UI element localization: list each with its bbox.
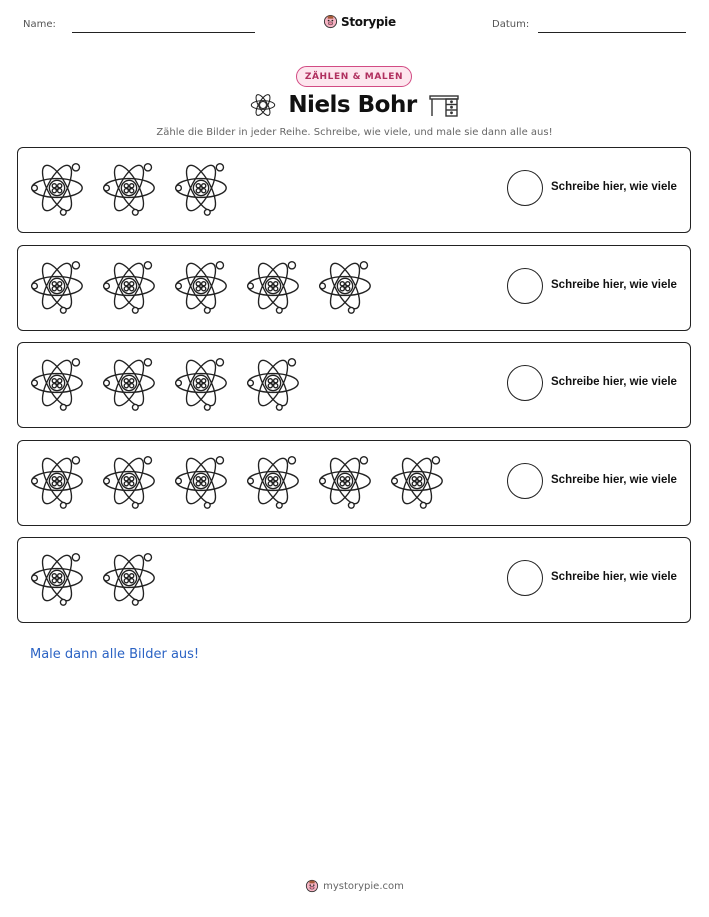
pig-mascot-icon (323, 14, 338, 29)
date-line[interactable] (538, 32, 686, 33)
counting-row-5 (17, 537, 691, 623)
atom-icon (174, 355, 228, 411)
atom-icon (390, 453, 444, 509)
instruction-text: Zähle die Bilder in jeder Reihe. Schreibe, wie viele, und male sie dann alle aus! (156, 127, 553, 138)
desk-icon (429, 93, 459, 117)
page-title: Niels Bohr (288, 92, 417, 118)
title-row (0, 92, 709, 118)
counting-row-3 (17, 342, 691, 428)
answer-label: Schreibe hier, wie viele (551, 181, 677, 193)
atom-icon (246, 355, 300, 411)
atom-icon (174, 258, 228, 314)
answer-circle[interactable] (507, 560, 543, 596)
atom-icon (30, 160, 84, 216)
category-badge: ZÄHLEN & MALEN (296, 66, 412, 87)
atom-icon (174, 453, 228, 509)
answer-label: Schreibe hier, wie viele (551, 279, 677, 291)
atom-group (30, 258, 372, 314)
counting-row-1 (17, 147, 691, 233)
atom-icon (246, 258, 300, 314)
atom-group (30, 355, 300, 411)
atom-icon (102, 550, 156, 606)
atom-icon (30, 453, 84, 509)
footer (0, 879, 709, 893)
answer-circle[interactable] (507, 463, 543, 499)
answer-label: Schreibe hier, wie viele (551, 571, 677, 583)
atom-icon (102, 453, 156, 509)
color-instruction: Male dann alle Bilder aus! (30, 647, 200, 662)
counting-row-4 (17, 440, 691, 526)
atom-icon (318, 258, 372, 314)
atom-group (30, 550, 156, 606)
name-line[interactable] (72, 32, 255, 33)
atom-icon (102, 160, 156, 216)
brand-logo (323, 14, 396, 29)
atom-group (30, 453, 444, 509)
answer-label: Schreibe hier, wie viele (551, 376, 677, 388)
atom-icon (30, 550, 84, 606)
answer-label: Schreibe hier, wie viele (551, 474, 677, 486)
brand-name: Storypie (341, 14, 396, 29)
atom-icon (102, 355, 156, 411)
atom-group (30, 160, 228, 216)
atom-icon (30, 258, 84, 314)
answer-circle[interactable] (507, 170, 543, 206)
counting-row-2 (17, 245, 691, 331)
name-label: Name: (23, 19, 56, 30)
atom-icon (318, 453, 372, 509)
atom-icon (250, 92, 276, 118)
pig-mascot-icon (305, 879, 319, 893)
atom-icon (30, 355, 84, 411)
atom-icon (174, 160, 228, 216)
answer-circle[interactable] (507, 268, 543, 304)
atom-icon (102, 258, 156, 314)
date-label: Datum: (492, 19, 530, 30)
answer-circle[interactable] (507, 365, 543, 401)
footer-url: mystorypie.com (323, 880, 404, 892)
atom-icon (246, 453, 300, 509)
